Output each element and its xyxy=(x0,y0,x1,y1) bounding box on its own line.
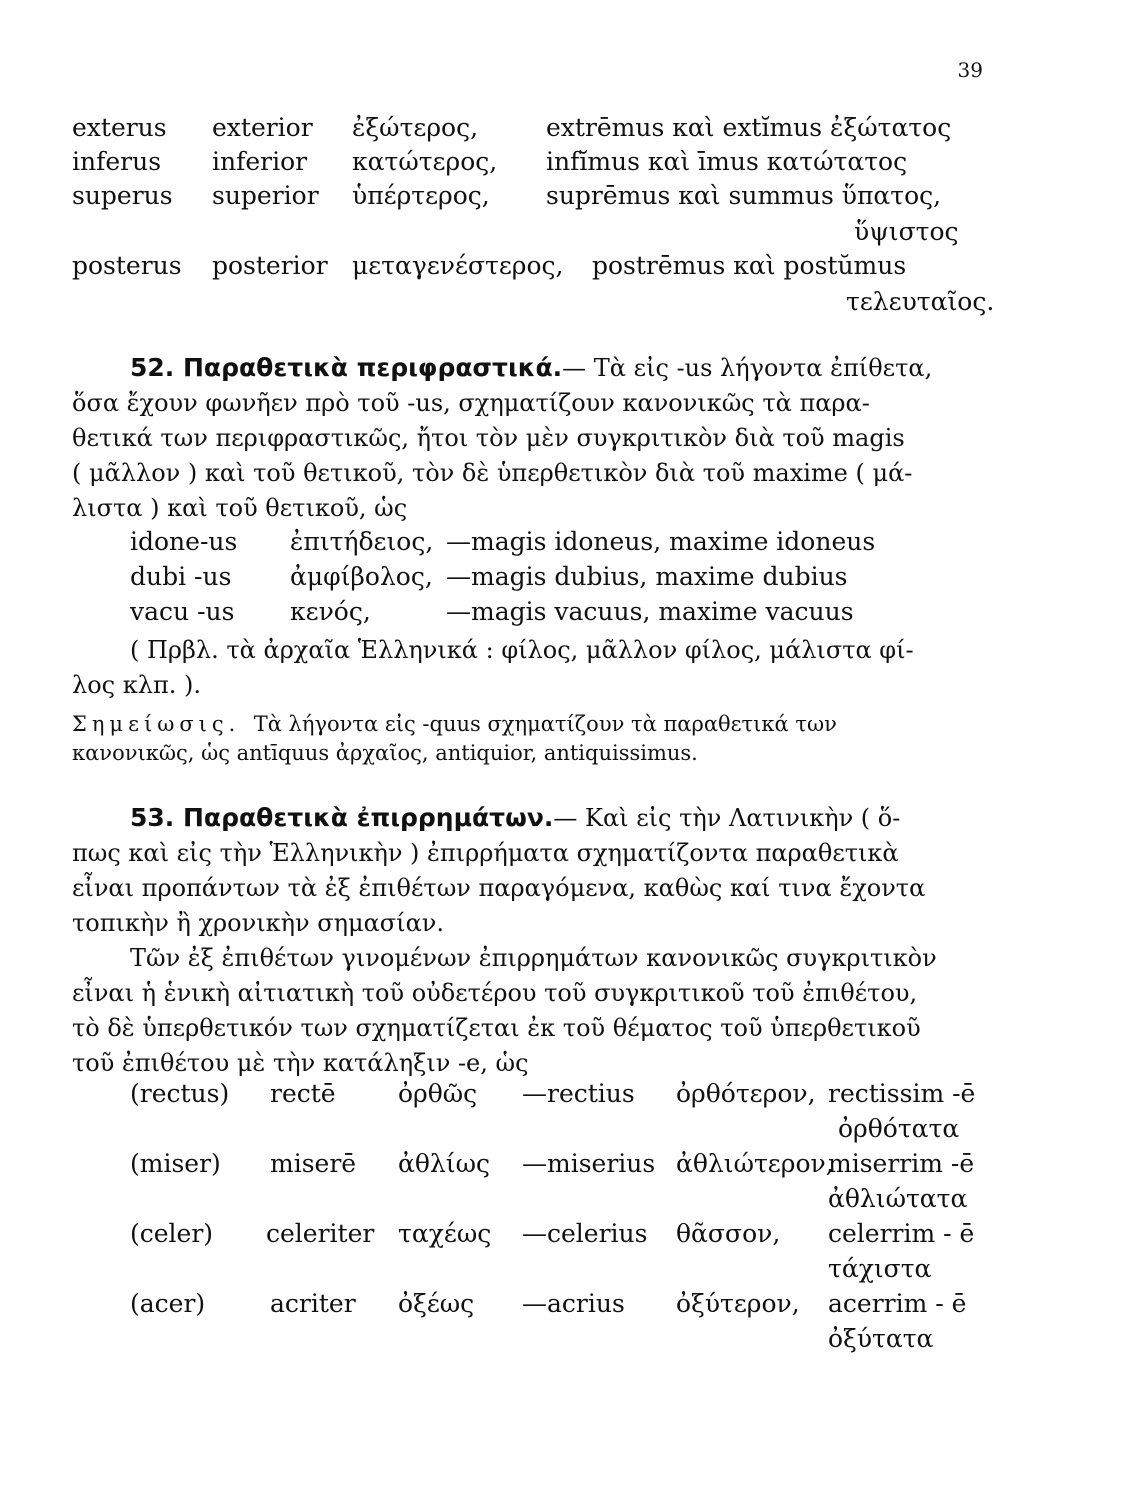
example-word: idone-us xyxy=(130,527,238,556)
adverb: celeriter xyxy=(266,1219,375,1248)
comparative: superior xyxy=(212,181,319,210)
note-text: κανονικῶς, ὡς antīquus ἀρχαῖος, antiquior, antiquissimus. xyxy=(72,741,698,765)
paragraph-line: ( μᾶλλον ) καὶ τοῦ θετικοῦ, τὸν δὲ ὑπερθετικὸν διὰ τοῦ maxime ( μά- xyxy=(72,459,913,487)
positive: exterus xyxy=(72,113,167,142)
example-word: dubi -us xyxy=(130,562,232,591)
note-first-line xyxy=(72,708,837,740)
adverb-greek: ἀθλίως xyxy=(398,1149,490,1178)
adjective: (miser) xyxy=(130,1149,221,1178)
comparative: —acrius xyxy=(522,1289,625,1318)
paragraph-line: πως καὶ εἰς τὴν Ἑλληνικὴν ) ἐπιρρήματα σχηματίζοντα παραθετικὰ xyxy=(72,839,899,867)
superlative-greek: τάχιστα xyxy=(828,1254,932,1283)
adjective: (celer) xyxy=(130,1219,214,1248)
example-word: vacu -us xyxy=(130,597,235,626)
comparative: posterior xyxy=(212,251,328,280)
comparative: —miserius xyxy=(522,1149,656,1178)
example-forms: —magis vacuus, maxime vacuus xyxy=(446,597,854,626)
superlative-greek: ὀρθότατα xyxy=(838,1114,960,1143)
comparative-greek: ὀξύτερον, xyxy=(676,1289,800,1318)
comparative-greek: ἀθλιώτερον, xyxy=(676,1149,834,1178)
page-number: 39 xyxy=(957,58,983,82)
note-label: Σημείωσις. xyxy=(72,712,241,736)
section-heading: 52. Παραθετικὰ περιφραστικά. xyxy=(130,353,563,382)
superlative-greek: ὀξύτατα xyxy=(828,1324,934,1353)
comparative: exterior xyxy=(212,113,313,142)
comparative-greek: ὀρθότερον, xyxy=(676,1079,816,1108)
adverb-greek: ὀρθῶς xyxy=(398,1079,478,1108)
adverb: rectē xyxy=(270,1079,336,1108)
example-greek: ἀμφίβολος, xyxy=(290,562,433,591)
example-greek: κενός, xyxy=(290,597,371,626)
example-forms: —magis dubius, maxime dubius xyxy=(446,562,848,591)
paragraph-line: θετικά των περιφραστικῶς, ἤτοι τὸν μὲν συγκριτικὸν διὰ τοῦ magis xyxy=(72,424,905,452)
superlative: celerrim - ē xyxy=(828,1219,975,1248)
superlative-continued: ὕψιστος xyxy=(854,217,959,246)
adverb-greek: ὀξέως xyxy=(398,1289,475,1318)
adverb-greek: ταχέως xyxy=(398,1219,492,1248)
superlative: rectissim -ē xyxy=(828,1079,976,1108)
paragraph-line: τοπικὴν ἢ χρονικὴν σημασίαν. xyxy=(72,909,444,937)
superlative-continued: τελευταῖος. xyxy=(846,287,995,316)
paragraph-line: — Καὶ εἰς τὴν Λατινικὴν ( ὅ- xyxy=(553,804,901,832)
positive: inferus xyxy=(72,147,162,176)
superlative: postrēmus καὶ postŭmus xyxy=(592,251,907,280)
section-52-first-line xyxy=(130,352,932,384)
paragraph-line: τοῦ ἐπιθέτου μὲ τὴν κατάληξιν -e, ὡς xyxy=(72,1049,529,1077)
comparative: —rectius xyxy=(522,1079,635,1108)
comparative-greek: μεταγενέστερος, xyxy=(352,251,564,280)
superlative: miserrim -ē xyxy=(828,1149,975,1178)
compare-line: λος κλπ. ). xyxy=(72,671,201,699)
superlative: infĭmus καὶ īmus κατώτατος xyxy=(546,147,908,176)
comparative: inferior xyxy=(212,147,308,176)
comparative-greek: ἐξώτερος, xyxy=(352,113,479,142)
note-text: Τὰ λήγοντα εἰς -quus σχηματίζουν τὰ παραθετικά των xyxy=(253,712,837,736)
paragraph-line: εἶναι προπάντων τὰ ἐξ ἐπιθέτων παραγόμενα, καθὼς καί τινα ἔχοντα xyxy=(72,874,926,902)
example-greek: ἐπιτήδειος, xyxy=(290,527,434,556)
adverb: miserē xyxy=(270,1149,357,1178)
comparative-greek: θᾶσσον, xyxy=(676,1219,781,1248)
section-heading: 53. Παραθετικὰ ἐπιρρημάτων. xyxy=(130,803,554,832)
example-forms: —magis idoneus, maxime idoneus xyxy=(446,527,876,556)
superlative: suprēmus καὶ summus ὕπατος, xyxy=(546,181,942,210)
section-53-first-line xyxy=(130,802,900,834)
adjective: (rectus) xyxy=(130,1079,230,1108)
paragraph-line: τὸ δὲ ὑπερθετικόν των σχηματίζεται ἐκ τοῦ θέματος τοῦ ὑπερθετικοῦ xyxy=(72,1014,921,1042)
positive: posterus xyxy=(72,251,182,280)
superlative: extrēmus καὶ extĭmus ἐξώτατος xyxy=(546,113,952,142)
superlative-greek: ἀθλιώτατα xyxy=(828,1184,968,1213)
positive: superus xyxy=(72,181,173,210)
paragraph-line: — Τὰ εἰς -us λήγοντα ἐπίθετα, xyxy=(562,354,933,382)
comparative-greek: ὑπέρτερος, xyxy=(352,181,490,210)
adverb: acriter xyxy=(270,1289,356,1318)
comparative-greek: κατώτερος, xyxy=(352,147,498,176)
paragraph-line: ὅσα ἔχουν φωνῆεν πρὸ τοῦ -us, σχηματίζουν κανονικῶς τὰ παρα- xyxy=(72,389,870,417)
comparative: —celerius xyxy=(522,1219,648,1248)
paragraph-line: εἶναι ἡ ἑνικὴ αἰτιατικὴ τοῦ οὐδετέρου τοῦ συγκριτικοῦ τοῦ ἐπιθέτου, xyxy=(72,979,918,1007)
superlative: acerrim - ē xyxy=(828,1289,967,1318)
paragraph-line: λιστα ) καὶ τοῦ θετικοῦ, ὡς xyxy=(72,494,408,522)
paragraph-line: Τῶν ἐξ ἐπιθέτων γινομένων ἐπιρρημάτων κανονικῶς συγκριτικὸν xyxy=(130,944,937,972)
adjective: (acer) xyxy=(130,1289,206,1318)
compare-line: ( Πρβλ. τὰ ἀρχαῖα Ἑλληνικά : φίλος, μᾶλλον φίλος, μάλιστα φί- xyxy=(130,636,914,664)
